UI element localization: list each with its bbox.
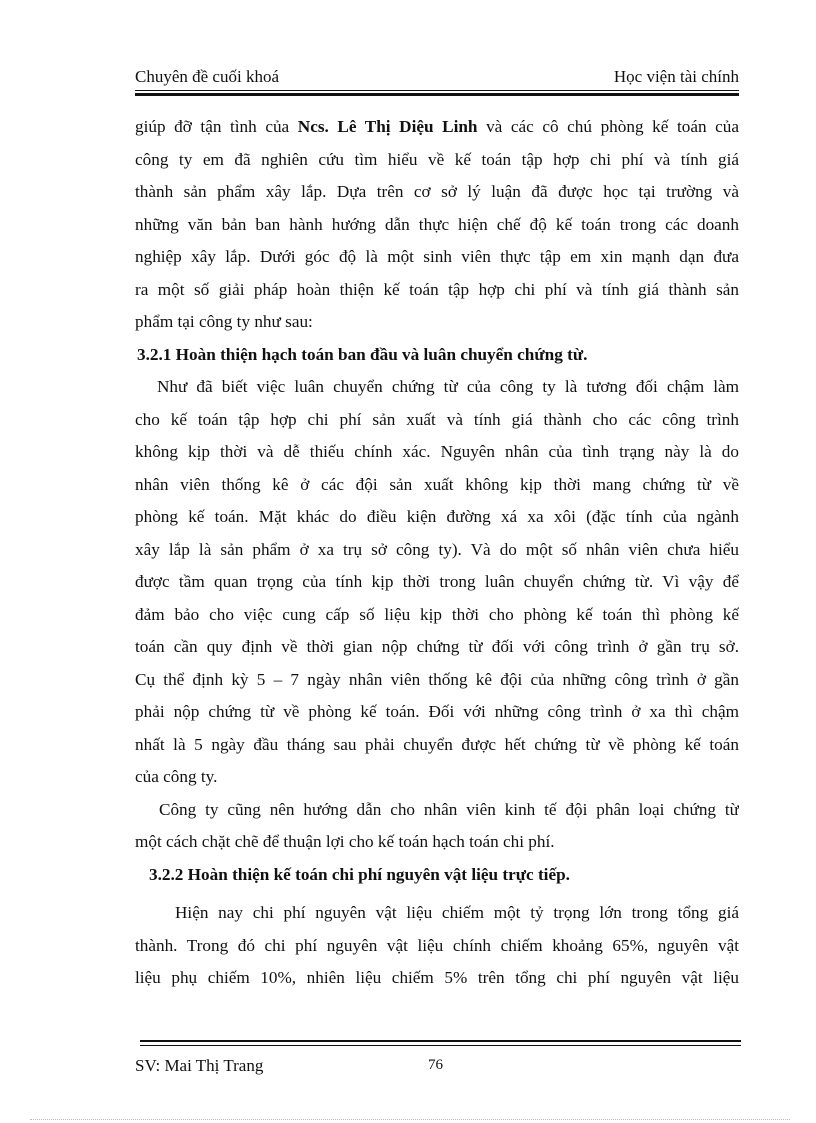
- section-heading-3-2-1: 3.2.1 Hoàn thiện hạch toán ban đầu và luân chuyển chứng từ.: [137, 344, 588, 364]
- paragraph-line: nhân viên thống kê ở các đội sản xuất không kịp thời mang chứng từ về: [135, 474, 739, 494]
- paragraph-line: nghiệp xây lắp. Dưới góc độ là một sinh viên thực tập em xin mạnh dạn đưa: [135, 247, 739, 266]
- paragraph-line: ra một số giải pháp hoàn thiện kế toán tập hợp chi phí và tính giá thành sản: [135, 279, 739, 299]
- paragraph-line: một cách chặt chẽ để thuận lợi cho kế toán hạch toán chi phí.: [135, 832, 555, 851]
- paragraph-line: thành. Trong đó chi phí nguyên vật liệu chính chiếm khoảng 65%, nguyên vật: [135, 935, 739, 955]
- paragraph-line: của công ty.: [135, 767, 218, 786]
- paragraph-line: Cụ thể định kỳ 5 – 7 ngày nhân viên thống kê đội của những công trình ở gần: [135, 669, 739, 689]
- paragraph-line: Như đã biết việc luân chuyển chứng từ của công ty là tương đối chậm làm: [157, 377, 739, 396]
- paragraph-line: không kịp thời và dễ thiếu chính xác. Nguyên nhân của tình trạng này là do: [135, 442, 739, 461]
- footer-rule-thick: [140, 1040, 741, 1042]
- paragraph-line: Công ty cũng nên hướng dẫn cho nhân viên kinh tế đội phân loại chứng từ: [159, 799, 739, 819]
- text-span: giúp đỡ tận tình của: [135, 117, 298, 136]
- header-rule-thin: [135, 90, 739, 91]
- section-heading-3-2-2: 3.2.2 Hoàn thiện kế toán chi phí nguyên vật liệu trực tiếp.: [149, 864, 570, 884]
- paragraph-line: thành sản phẩm xây lắp. Dựa trên cơ sở lý luận đã được học tại trường và: [135, 182, 739, 201]
- paragraph-line: phòng kế toán. Mặt khác do điều kiện đường xá xa xôi (đặc tính của ngành: [135, 507, 739, 526]
- footer-rule-thin: [140, 1045, 741, 1046]
- page-header: [135, 66, 739, 88]
- paragraph-line: phẩm tại công ty như sau:: [135, 312, 313, 331]
- paragraph-line: cho kế toán tập hợp chi phí sản xuất và tính giá thành cho các công trình: [135, 409, 739, 429]
- paragraph-line: toán cần quy định về thời gian nộp chứng từ đối với công trình ở gần trụ sở.: [135, 637, 739, 656]
- paragraph-line: Hiện nay chi phí nguyên vật liệu chiếm một tỷ trọng lớn trong tổng giá: [175, 903, 739, 922]
- header-rule-thick: [135, 93, 739, 96]
- page-bottom-border: [30, 1119, 790, 1120]
- body-text: [135, 111, 739, 995]
- text-span: và các cô chú phòng kế toán của: [477, 117, 739, 136]
- paragraph-line: những văn bản ban hành hướng dẫn thực hiện chế độ kế toán trong các doanh: [135, 214, 739, 234]
- paragraph-line: phải nộp chứng từ về phòng kế toán. Đối với những công trình ở xa thì chậm: [135, 702, 739, 721]
- paragraph-line: đảm bảo cho việc cung cấp số liệu kịp thời cho phòng kế toán thì phòng kế: [135, 604, 739, 624]
- header-right-title: Học viện tài chính: [613, 67, 739, 86]
- header-left-title: Chuyên đề cuối khoá: [135, 67, 279, 86]
- page-number: 76: [428, 1057, 443, 1073]
- paragraph-line: công ty em đã nghiên cứu tìm hiểu về kế toán tập hợp chi phí và tính giá: [135, 149, 739, 169]
- footer-author: SV: Mai Thị Trang: [135, 1056, 264, 1075]
- advisor-name: Ncs. Lê Thị Diệu Linh: [297, 117, 478, 136]
- paragraph-line: xây lắp là sản phẩm ở xa trụ sở công ty). Và do một số nhân viên chưa hiểu: [135, 539, 739, 559]
- paragraph-line: được tầm quan trọng của tính kịp thời trong luân chuyển chứng từ. Vì vậy để: [135, 572, 739, 591]
- paragraph-line: [135, 111, 739, 144]
- paragraph-line: nhất là 5 ngày đầu tháng sau phải chuyển được hết chứng từ về phòng kế toán: [135, 734, 739, 754]
- paragraph-line: liệu phụ chiếm 10%, nhiên liệu chiếm 5% trên tổng chi phí nguyên vật liệu: [135, 968, 739, 987]
